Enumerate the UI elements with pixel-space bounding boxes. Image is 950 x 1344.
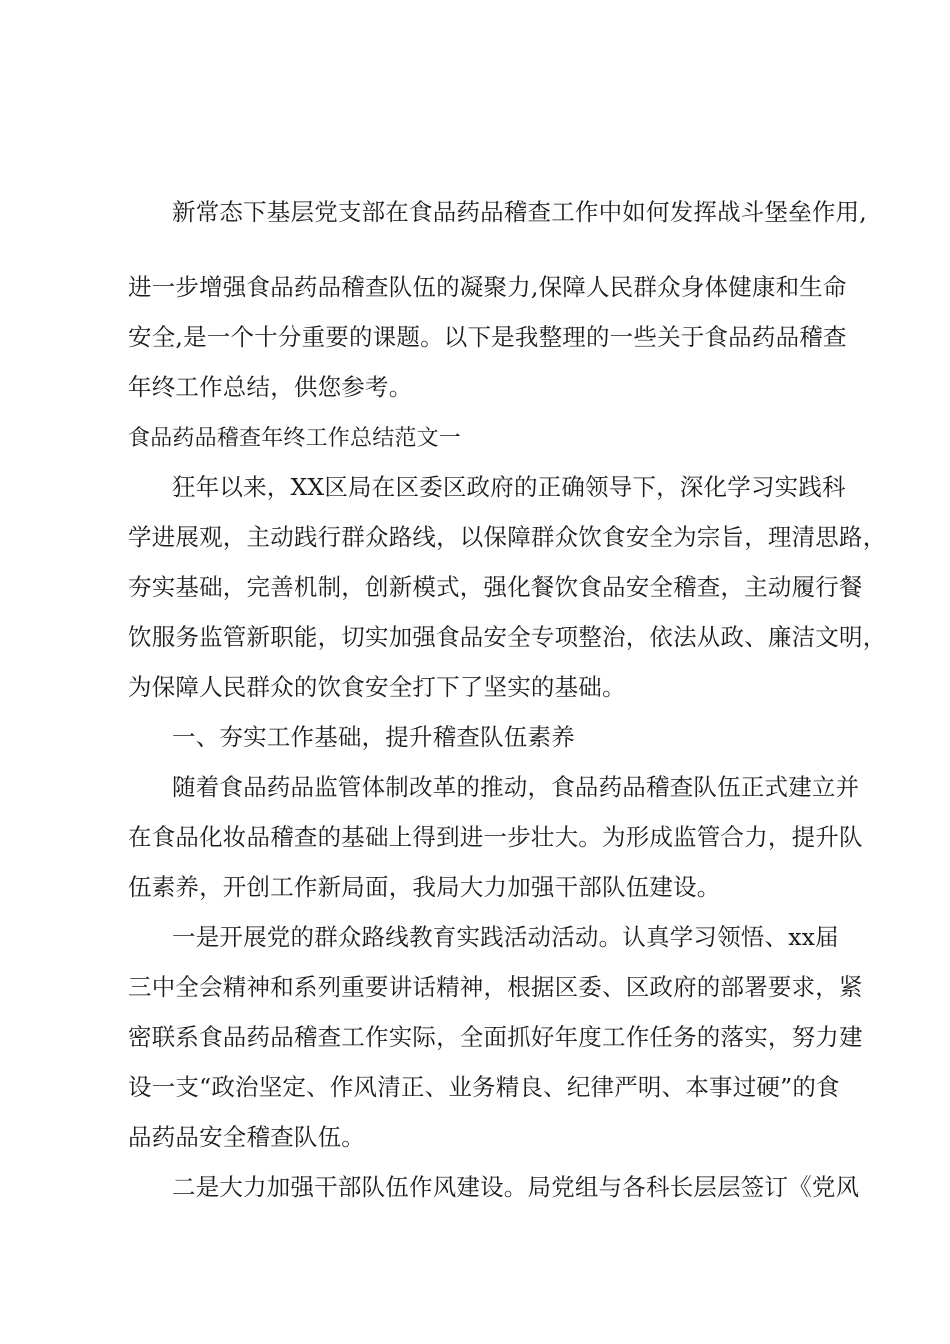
para1-line-3: 夯实基础，完善机制，创新模式，强化餐饮食品安全稽查，主动履行餐 xyxy=(128,573,863,601)
para2-line-2: 在食品化妆品稽查的基础上得到进一步壮大。为形成监管合力，提升队 xyxy=(128,823,863,851)
para3-line-5: 品药品安全稽查队伍。 xyxy=(128,1123,365,1151)
para1-line-4: 饮服务监管新职能，切实加强食品安全专项整治，依法从政、廉洁文明， xyxy=(128,623,887,651)
para2-line-1: 随着食品药品监管体制改革的推动，食品药品稽查队伍正式建立并 xyxy=(172,773,860,801)
para3-line-4: 设一支“政治坚定、作风清正、业务精良、纪律严明、本事过硬”的食 xyxy=(128,1073,840,1101)
subheading-1: 一、夯实工作基础，提升稽查队伍素养 xyxy=(172,723,575,751)
para4-line-1: 二是大力加强干部队伍作风建设。局党组与各科长层层签订《党风 xyxy=(172,1173,860,1201)
intro-line-2: 进一步增强食品药品稽查队伍的凝聚力,保障人民群众身体健康和生命 xyxy=(128,273,847,301)
para3-line-2: 三中全会精神和系列重要讲话精神，根据区委、区政府的部署要求，紧 xyxy=(128,973,863,1001)
intro-line-3: 安全,是一个十分重要的课题。以下是我整理的一些关于食品药品稽查 xyxy=(128,323,847,351)
intro-line-4: 年终工作总结，供您参考。 xyxy=(128,373,413,401)
para3-line-1: 一是开展党的群众路线教育实践活动活动。认真学习领悟、xx届 xyxy=(172,923,839,951)
para1-line-1: 狂年以来，XX区局在区委区政府的正确领导下，深化学习实践科 xyxy=(172,473,846,501)
para3-line-3: 密联系食品药品稽查工作实际，全面抓好年度工作任务的落实，努力建 xyxy=(128,1023,863,1051)
section-title: 食品药品稽查年终工作总结范文一 xyxy=(128,426,462,451)
para1-line-5: 为保障人民群众的饮食安全打下了坚实的基础。 xyxy=(128,673,626,701)
para2-line-3: 伍素养，开创工作新局面，我局大力加强干部队伍建设。 xyxy=(128,873,721,901)
intro-line-1: 新常态下基层党支部在食品药品稽查工作中如何发挥战斗堡垒作用, xyxy=(172,198,867,226)
para1-line-2: 学进展观，主动践行群众路线，以保障群众饮食安全为宗旨，理清思路， xyxy=(128,523,887,551)
